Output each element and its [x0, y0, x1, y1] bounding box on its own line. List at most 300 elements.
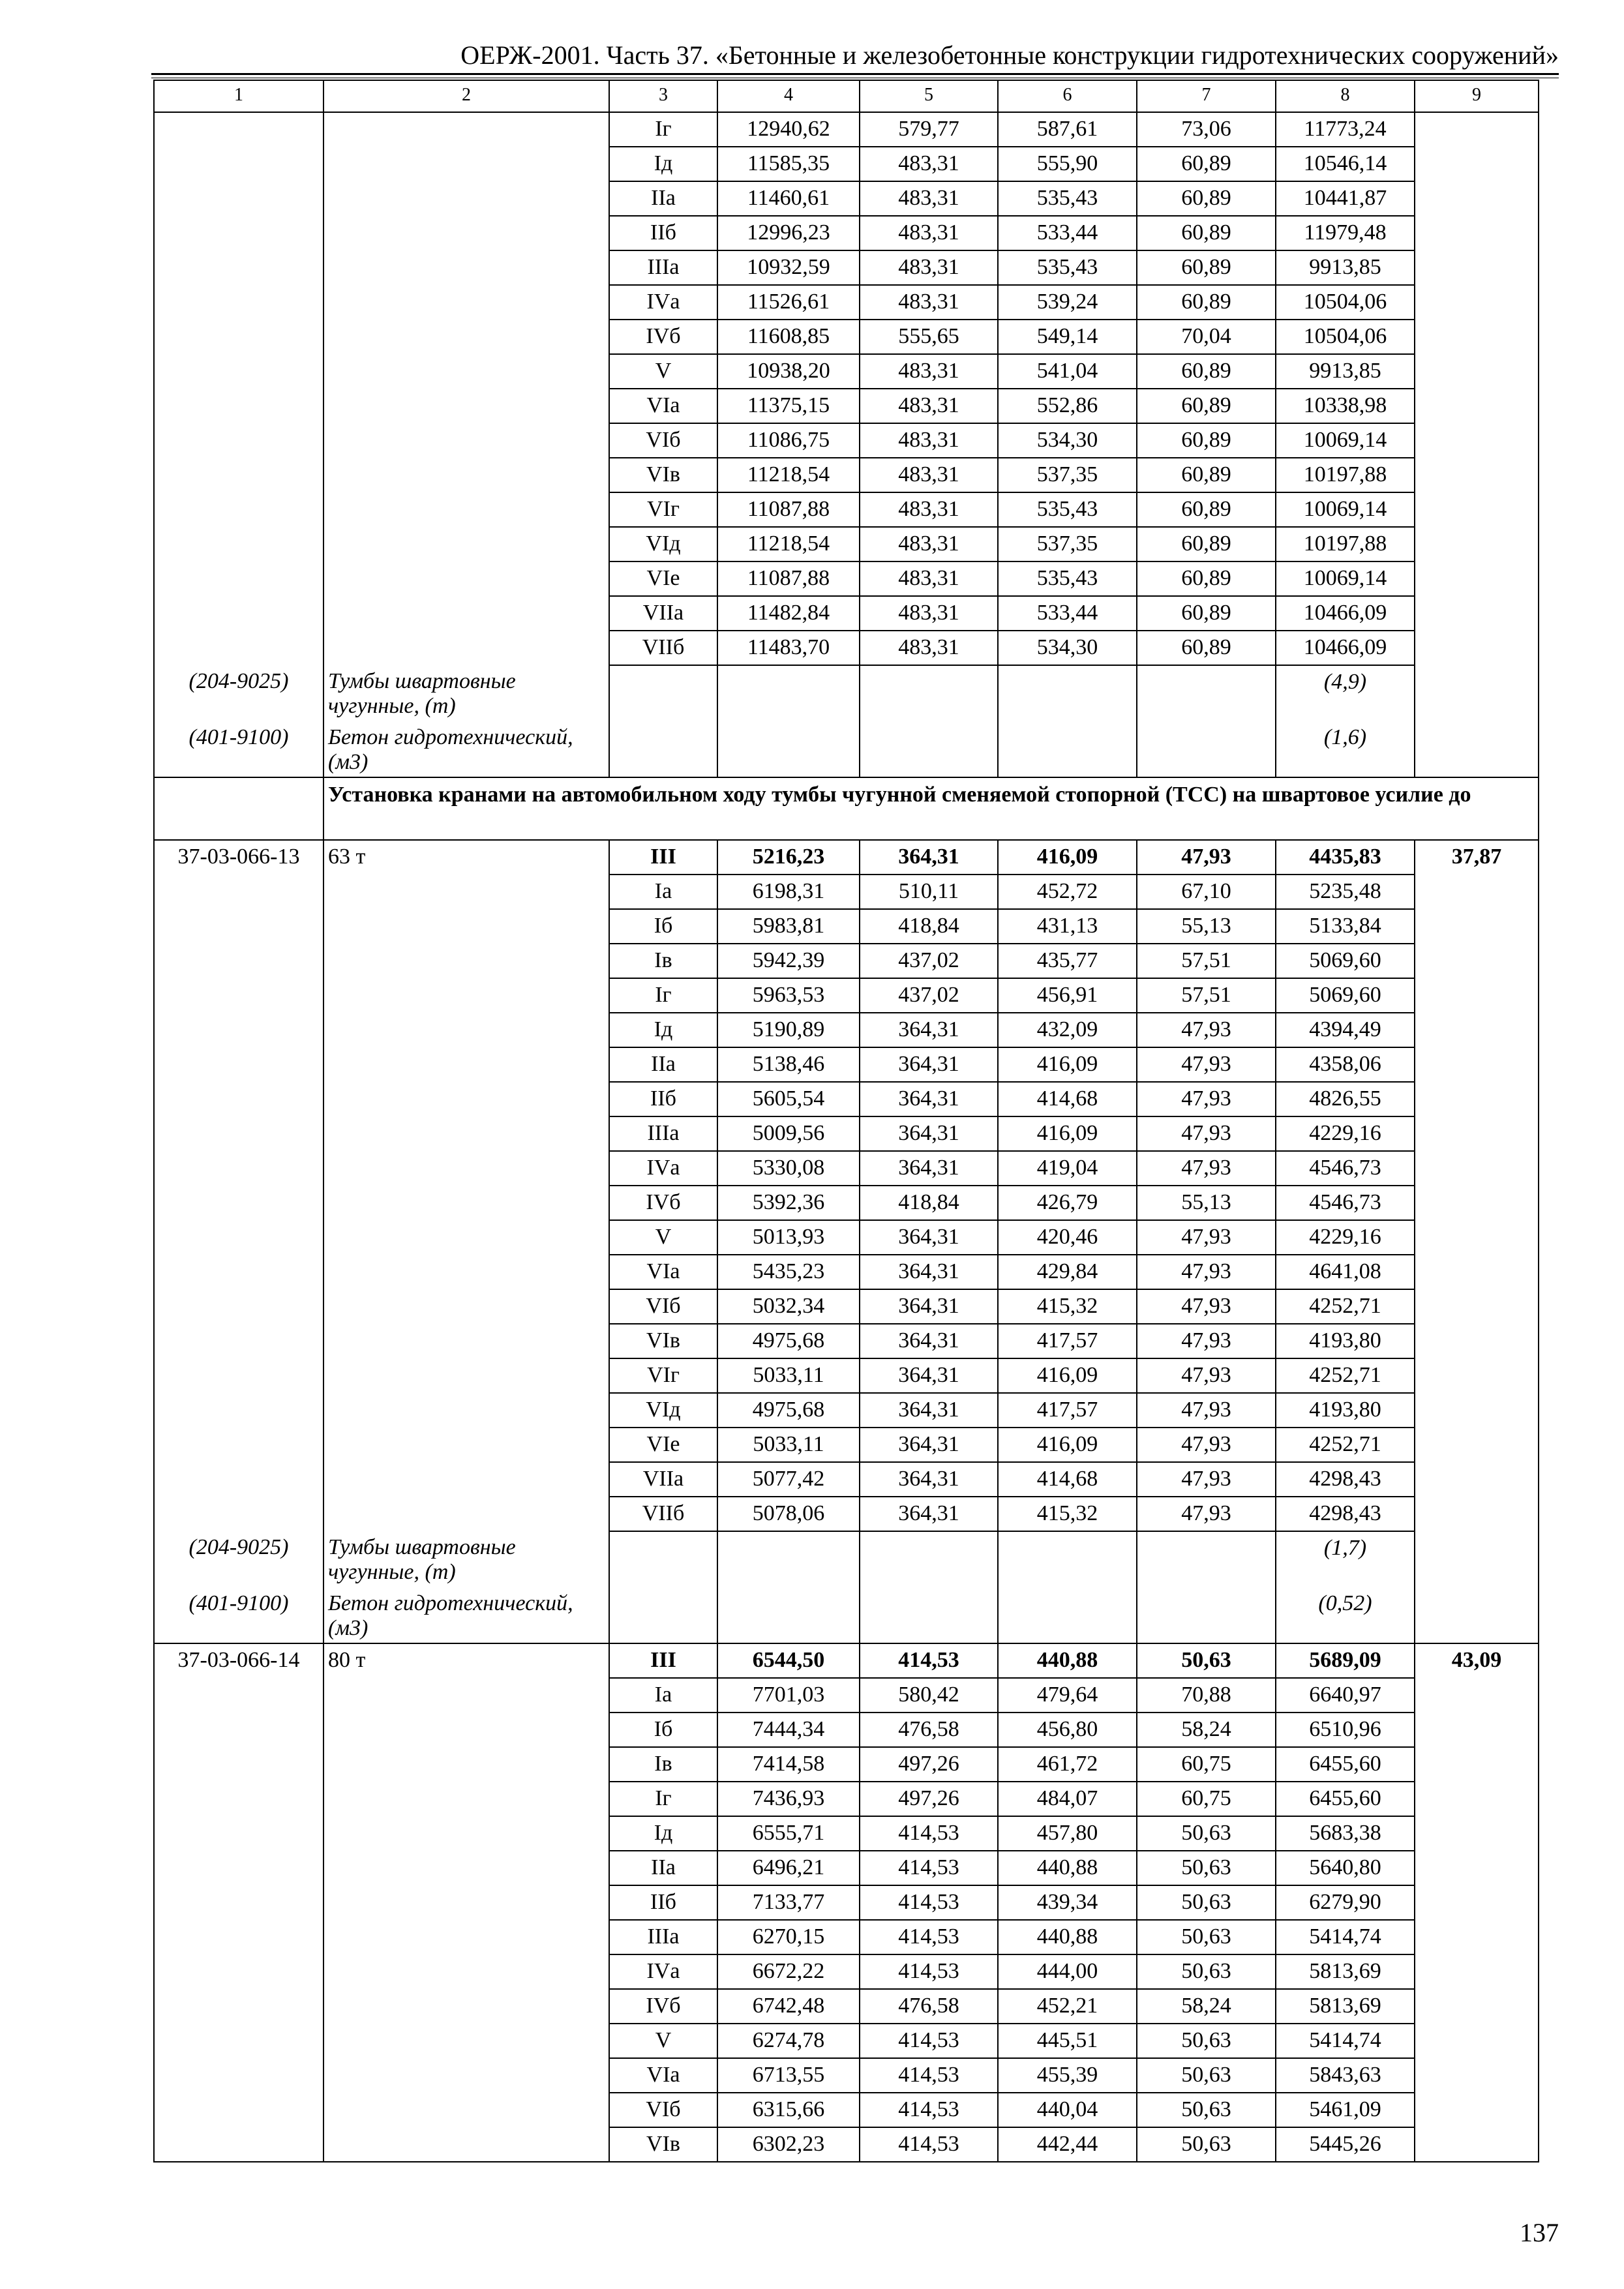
code-cell: [154, 1816, 323, 1851]
value-cell: 47,93: [1137, 1047, 1276, 1082]
labor-cell: [1415, 285, 1539, 320]
value-cell: 6713,55: [717, 2058, 860, 2093]
value-cell: 535,43: [998, 181, 1137, 216]
code-cell: [154, 1082, 323, 1116]
value-cell: 461,72: [998, 1747, 1137, 1782]
value-cell: 555,90: [998, 147, 1137, 181]
value-cell: 60,89: [1137, 285, 1276, 320]
value-cell: 483,31: [860, 561, 998, 596]
name-cell: [323, 978, 609, 1013]
labor-cell: [1415, 2093, 1539, 2127]
value-cell: 5330,08: [717, 1151, 860, 1186]
value-cell: 497,26: [860, 1782, 998, 1816]
value-cell: V: [609, 354, 717, 389]
value-cell: 364,31: [860, 1393, 998, 1428]
name-cell: [323, 1013, 609, 1047]
value-cell: VIд: [609, 527, 717, 561]
table-row: [154, 423, 1539, 458]
value-cell: 12940,62: [717, 112, 860, 147]
table-row: [154, 1289, 1539, 1324]
name-cell: [323, 2093, 609, 2127]
material-code: (204-9025): [154, 1531, 323, 1587]
value-cell: VIд: [609, 1393, 717, 1428]
value-cell: 47,93: [1137, 1255, 1276, 1289]
value-cell: 435,77: [998, 944, 1137, 978]
value-cell: 10441,87: [1276, 181, 1415, 216]
value-cell: 47,93: [1137, 1393, 1276, 1428]
value-cell: 364,31: [860, 1151, 998, 1186]
value-cell: 440,88: [998, 1920, 1137, 1954]
value-cell: III: [609, 840, 717, 875]
value-cell: 4975,68: [717, 1324, 860, 1358]
value-cell: 437,02: [860, 944, 998, 978]
value-cell: 5683,38: [1276, 1816, 1415, 1851]
value-cell: 5133,84: [1276, 909, 1415, 944]
code-cell: [154, 1989, 323, 2024]
empty-cell: [1415, 1587, 1539, 1643]
value-cell: 587,61: [998, 112, 1137, 147]
empty-cell: [1137, 1531, 1276, 1587]
value-cell: 364,31: [860, 1497, 998, 1531]
value-cell: 4641,08: [1276, 1255, 1415, 1289]
value-cell: 11087,88: [717, 492, 860, 527]
value-cell: 7436,93: [717, 1782, 860, 1816]
value-cell: 47,93: [1137, 1151, 1276, 1186]
labor-cell: [1415, 527, 1539, 561]
name-cell: [323, 1358, 609, 1393]
labor-cell: [1415, 112, 1539, 147]
name-cell: [323, 1289, 609, 1324]
value-cell: 414,53: [860, 2024, 998, 2058]
name-cell: [323, 2058, 609, 2093]
value-cell: 440,88: [998, 1851, 1137, 1885]
value-cell: 60,89: [1137, 216, 1276, 250]
name-cell: [323, 1920, 609, 1954]
value-cell: IVб: [609, 320, 717, 354]
value-cell: 4193,80: [1276, 1324, 1415, 1358]
value-cell: 11218,54: [717, 527, 860, 561]
table-row: [154, 1816, 1539, 1851]
name-cell: [323, 561, 609, 596]
value-cell: 60,89: [1137, 389, 1276, 423]
value-cell: 415,32: [998, 1289, 1137, 1324]
value-cell: 6510,96: [1276, 1713, 1415, 1747]
value-cell: 541,04: [998, 354, 1137, 389]
table-row: [154, 1186, 1539, 1220]
labor-cell: 43,09: [1415, 1643, 1539, 1678]
code-cell: [154, 1116, 323, 1151]
table-row: [154, 250, 1539, 285]
code-cell: [154, 492, 323, 527]
value-cell: 10504,06: [1276, 320, 1415, 354]
value-cell: 5069,60: [1276, 978, 1415, 1013]
table-row: [154, 147, 1539, 181]
empty-cell: [717, 721, 860, 777]
labor-cell: [1415, 458, 1539, 492]
empty-cell: [998, 665, 1137, 721]
name-cell: [323, 320, 609, 354]
value-cell: Iд: [609, 147, 717, 181]
code-cell: [154, 1393, 323, 1428]
value-cell: 9913,85: [1276, 354, 1415, 389]
table-row: [154, 944, 1539, 978]
name-cell: [323, 1255, 609, 1289]
name-cell: [323, 1462, 609, 1497]
labor-cell: [1415, 1358, 1539, 1393]
value-cell: 5235,48: [1276, 875, 1415, 909]
value-cell: 5138,46: [717, 1047, 860, 1082]
material-row: [154, 1587, 1539, 1643]
table-row: [154, 1885, 1539, 1920]
value-cell: 533,44: [998, 216, 1137, 250]
value-cell: 50,63: [1137, 1920, 1276, 1954]
value-cell: 11087,88: [717, 561, 860, 596]
material-row: [154, 1531, 1539, 1587]
value-cell: 50,63: [1137, 2127, 1276, 2162]
table-row: [154, 181, 1539, 216]
value-cell: 6672,22: [717, 1954, 860, 1989]
value-cell: 4546,73: [1276, 1151, 1415, 1186]
code-cell: 37-03-066-14: [154, 1643, 323, 1678]
value-cell: 5414,74: [1276, 1920, 1415, 1954]
value-cell: 5190,89: [717, 1013, 860, 1047]
value-cell: 47,93: [1137, 1220, 1276, 1255]
value-cell: 364,31: [860, 1116, 998, 1151]
value-cell: 414,53: [860, 1816, 998, 1851]
value-cell: 60,89: [1137, 527, 1276, 561]
material-qty: (4,9): [1276, 665, 1415, 721]
col-number: 3: [609, 80, 717, 112]
value-cell: 10546,14: [1276, 147, 1415, 181]
value-cell: 10338,98: [1276, 389, 1415, 423]
name-cell: [323, 1954, 609, 1989]
table-row: [154, 840, 1539, 875]
value-cell: VIг: [609, 1358, 717, 1393]
code-cell: [154, 909, 323, 944]
labor-cell: [1415, 1747, 1539, 1782]
value-cell: Iа: [609, 1678, 717, 1713]
name-cell: [323, 1816, 609, 1851]
value-cell: IVа: [609, 1151, 717, 1186]
value-cell: 4546,73: [1276, 1186, 1415, 1220]
value-cell: 5605,54: [717, 1082, 860, 1116]
value-cell: 50,63: [1137, 1816, 1276, 1851]
value-cell: 4252,71: [1276, 1428, 1415, 1462]
labor-cell: [1415, 1497, 1539, 1531]
code-cell: [154, 1013, 323, 1047]
value-cell: 429,84: [998, 1255, 1137, 1289]
value-cell: 4229,16: [1276, 1116, 1415, 1151]
value-cell: VIб: [609, 2093, 717, 2127]
value-cell: 419,04: [998, 1151, 1137, 1186]
value-cell: IIб: [609, 1082, 717, 1116]
table-row: [154, 1747, 1539, 1782]
value-cell: 5414,74: [1276, 2024, 1415, 2058]
value-cell: 549,14: [998, 320, 1137, 354]
value-cell: 6279,90: [1276, 1885, 1415, 1920]
code-cell: [154, 1678, 323, 1713]
value-cell: IVа: [609, 1954, 717, 1989]
value-cell: 10504,06: [1276, 285, 1415, 320]
value-cell: 11375,15: [717, 389, 860, 423]
table-row: [154, 1116, 1539, 1151]
value-cell: 476,58: [860, 1989, 998, 2024]
value-cell: 416,09: [998, 1047, 1137, 1082]
empty-cell: [1415, 1531, 1539, 1587]
name-cell: [323, 909, 609, 944]
code-cell: [154, 1747, 323, 1782]
value-cell: 364,31: [860, 1220, 998, 1255]
value-cell: 50,63: [1137, 1954, 1276, 1989]
value-cell: V: [609, 2024, 717, 2058]
value-cell: 60,89: [1137, 423, 1276, 458]
value-cell: VIв: [609, 458, 717, 492]
name-cell: [323, 1989, 609, 2024]
empty-cell: [1415, 721, 1539, 777]
value-cell: 364,31: [860, 1013, 998, 1047]
header-rule: [151, 73, 1559, 75]
value-cell: 442,44: [998, 2127, 1137, 2162]
code-cell: [154, 2024, 323, 2058]
value-cell: 11086,75: [717, 423, 860, 458]
name-cell: 63 т: [323, 840, 609, 875]
value-cell: Iг: [609, 112, 717, 147]
name-cell: [323, 1186, 609, 1220]
name-cell: [323, 354, 609, 389]
value-cell: 5013,93: [717, 1220, 860, 1255]
code-cell: [154, 423, 323, 458]
value-cell: 535,43: [998, 492, 1137, 527]
value-cell: 7444,34: [717, 1713, 860, 1747]
value-cell: III: [609, 1643, 717, 1678]
labor-cell: [1415, 250, 1539, 285]
code-cell: [154, 1358, 323, 1393]
value-cell: 6198,31: [717, 875, 860, 909]
value-cell: 579,77: [860, 112, 998, 147]
table-row: [154, 492, 1539, 527]
value-cell: 7701,03: [717, 1678, 860, 1713]
col-number: 5: [860, 80, 998, 112]
value-cell: Iв: [609, 944, 717, 978]
table-row: [154, 320, 1539, 354]
value-cell: 483,31: [860, 527, 998, 561]
code-cell: [154, 944, 323, 978]
col-number: 1: [154, 80, 323, 112]
value-cell: 47,93: [1137, 1497, 1276, 1531]
value-cell: 456,80: [998, 1713, 1137, 1747]
table-row: [154, 458, 1539, 492]
value-cell: 452,21: [998, 1989, 1137, 2024]
value-cell: IIIа: [609, 250, 717, 285]
value-cell: VIIб: [609, 631, 717, 665]
value-cell: 537,35: [998, 458, 1137, 492]
value-cell: 10197,88: [1276, 458, 1415, 492]
value-cell: 47,93: [1137, 1462, 1276, 1497]
value-cell: VIIа: [609, 596, 717, 631]
value-cell: 534,30: [998, 423, 1137, 458]
labor-cell: [1415, 320, 1539, 354]
value-cell: 4435,83: [1276, 840, 1415, 875]
code-cell: [154, 1462, 323, 1497]
value-cell: 12996,23: [717, 216, 860, 250]
value-cell: 73,06: [1137, 112, 1276, 147]
value-cell: 483,31: [860, 423, 998, 458]
value-cell: VIв: [609, 1324, 717, 1358]
material-code: (401-9100): [154, 721, 323, 777]
code-cell: [154, 631, 323, 665]
value-cell: 483,31: [860, 492, 998, 527]
value-cell: 58,24: [1137, 1713, 1276, 1747]
table-row: [154, 561, 1539, 596]
labor-cell: 37,87: [1415, 840, 1539, 875]
table-row: [154, 1497, 1539, 1531]
table-row: [154, 631, 1539, 665]
name-cell: [323, 1324, 609, 1358]
value-cell: 10466,09: [1276, 596, 1415, 631]
value-cell: 5640,80: [1276, 1851, 1415, 1885]
value-cell: 4826,55: [1276, 1082, 1415, 1116]
labor-cell: [1415, 1324, 1539, 1358]
value-cell: 437,02: [860, 978, 998, 1013]
labor-cell: [1415, 1885, 1539, 1920]
material-name: Бетон гидротехнический, (м3): [323, 1587, 609, 1643]
material-qty: (1,6): [1276, 721, 1415, 777]
labor-cell: [1415, 2058, 1539, 2093]
table-row: [154, 2024, 1539, 2058]
value-cell: 4298,43: [1276, 1497, 1415, 1531]
empty-cell: [860, 721, 998, 777]
rates-table-body: [154, 80, 1539, 2162]
code-cell: [154, 458, 323, 492]
value-cell: 483,31: [860, 216, 998, 250]
value-cell: 417,57: [998, 1393, 1137, 1428]
value-cell: 60,89: [1137, 147, 1276, 181]
labor-cell: [1415, 1289, 1539, 1324]
name-cell: [323, 458, 609, 492]
page-header: ОЕРЖ-2001. Часть 37. «Бетонные и железобетонные конструкции гидротехнических сооружений»: [460, 40, 1559, 70]
name-cell: [323, 631, 609, 665]
empty-cell: [717, 1587, 860, 1643]
name-cell: [323, 1782, 609, 1816]
value-cell: 4358,06: [1276, 1047, 1415, 1082]
empty-cell: [717, 1531, 860, 1587]
code-cell: [154, 978, 323, 1013]
code-cell: [154, 216, 323, 250]
labor-cell: [1415, 2127, 1539, 2162]
value-cell: 11608,85: [717, 320, 860, 354]
code-cell: [154, 1220, 323, 1255]
name-cell: [323, 250, 609, 285]
value-cell: 57,51: [1137, 978, 1276, 1013]
value-cell: 6555,71: [717, 1816, 860, 1851]
value-cell: 418,84: [860, 1186, 998, 1220]
value-cell: 440,88: [998, 1643, 1137, 1678]
table-row: [154, 1220, 1539, 1255]
name-cell: [323, 1047, 609, 1082]
value-cell: 5032,34: [717, 1289, 860, 1324]
value-cell: 580,42: [860, 1678, 998, 1713]
value-cell: 10069,14: [1276, 492, 1415, 527]
value-cell: 497,26: [860, 1747, 998, 1782]
table-row: [154, 354, 1539, 389]
material-row: [154, 721, 1539, 777]
labor-cell: [1415, 1713, 1539, 1747]
value-cell: 47,93: [1137, 1358, 1276, 1393]
code-cell: [154, 1151, 323, 1186]
name-cell: [323, 1713, 609, 1747]
empty-cell: [1415, 665, 1539, 721]
code-cell: [154, 1920, 323, 1954]
code-cell: [154, 1428, 323, 1462]
labor-cell: [1415, 1428, 1539, 1462]
value-cell: 452,72: [998, 875, 1137, 909]
value-cell: 5983,81: [717, 909, 860, 944]
material-code: (401-9100): [154, 1587, 323, 1643]
table-row: [154, 1678, 1539, 1713]
value-cell: 60,89: [1137, 596, 1276, 631]
value-cell: 483,31: [860, 631, 998, 665]
labor-cell: [1415, 1920, 1539, 1954]
value-cell: 57,51: [1137, 944, 1276, 978]
value-cell: 50,63: [1137, 2024, 1276, 2058]
value-cell: Iб: [609, 909, 717, 944]
value-cell: 47,93: [1137, 1013, 1276, 1047]
rates-table: [153, 80, 1539, 2162]
value-cell: 60,89: [1137, 181, 1276, 216]
table-row: [154, 389, 1539, 423]
value-cell: 10938,20: [717, 354, 860, 389]
code-cell: [154, 2058, 323, 2093]
table-row: [154, 1358, 1539, 1393]
value-cell: 416,09: [998, 840, 1137, 875]
value-cell: 414,53: [860, 2127, 998, 2162]
labor-cell: [1415, 875, 1539, 909]
code-cell: [154, 1497, 323, 1531]
value-cell: 431,13: [998, 909, 1137, 944]
value-cell: 50,63: [1137, 1885, 1276, 1920]
value-cell: IIб: [609, 216, 717, 250]
value-cell: 11218,54: [717, 458, 860, 492]
value-cell: 6640,97: [1276, 1678, 1415, 1713]
value-cell: 414,68: [998, 1082, 1137, 1116]
value-cell: 456,91: [998, 978, 1137, 1013]
value-cell: 47,93: [1137, 1289, 1276, 1324]
value-cell: 5078,06: [717, 1497, 860, 1531]
value-cell: 535,43: [998, 250, 1137, 285]
value-cell: 11483,70: [717, 631, 860, 665]
labor-cell: [1415, 1782, 1539, 1816]
value-cell: 60,89: [1137, 250, 1276, 285]
name-cell: [323, 596, 609, 631]
value-cell: 420,46: [998, 1220, 1137, 1255]
value-cell: 11585,35: [717, 147, 860, 181]
code-cell: 37-03-066-13: [154, 840, 323, 875]
labor-cell: [1415, 631, 1539, 665]
table-row: [154, 1954, 1539, 1989]
value-cell: 414,53: [860, 1885, 998, 1920]
value-cell: 4229,16: [1276, 1220, 1415, 1255]
labor-cell: [1415, 1082, 1539, 1116]
name-cell: [323, 389, 609, 423]
code-cell: [154, 527, 323, 561]
code-cell: [154, 285, 323, 320]
labor-cell: [1415, 596, 1539, 631]
value-cell: 535,43: [998, 561, 1137, 596]
value-cell: 457,80: [998, 1816, 1137, 1851]
code-cell: [154, 1782, 323, 1816]
value-cell: 5216,23: [717, 840, 860, 875]
value-cell: 10069,14: [1276, 423, 1415, 458]
